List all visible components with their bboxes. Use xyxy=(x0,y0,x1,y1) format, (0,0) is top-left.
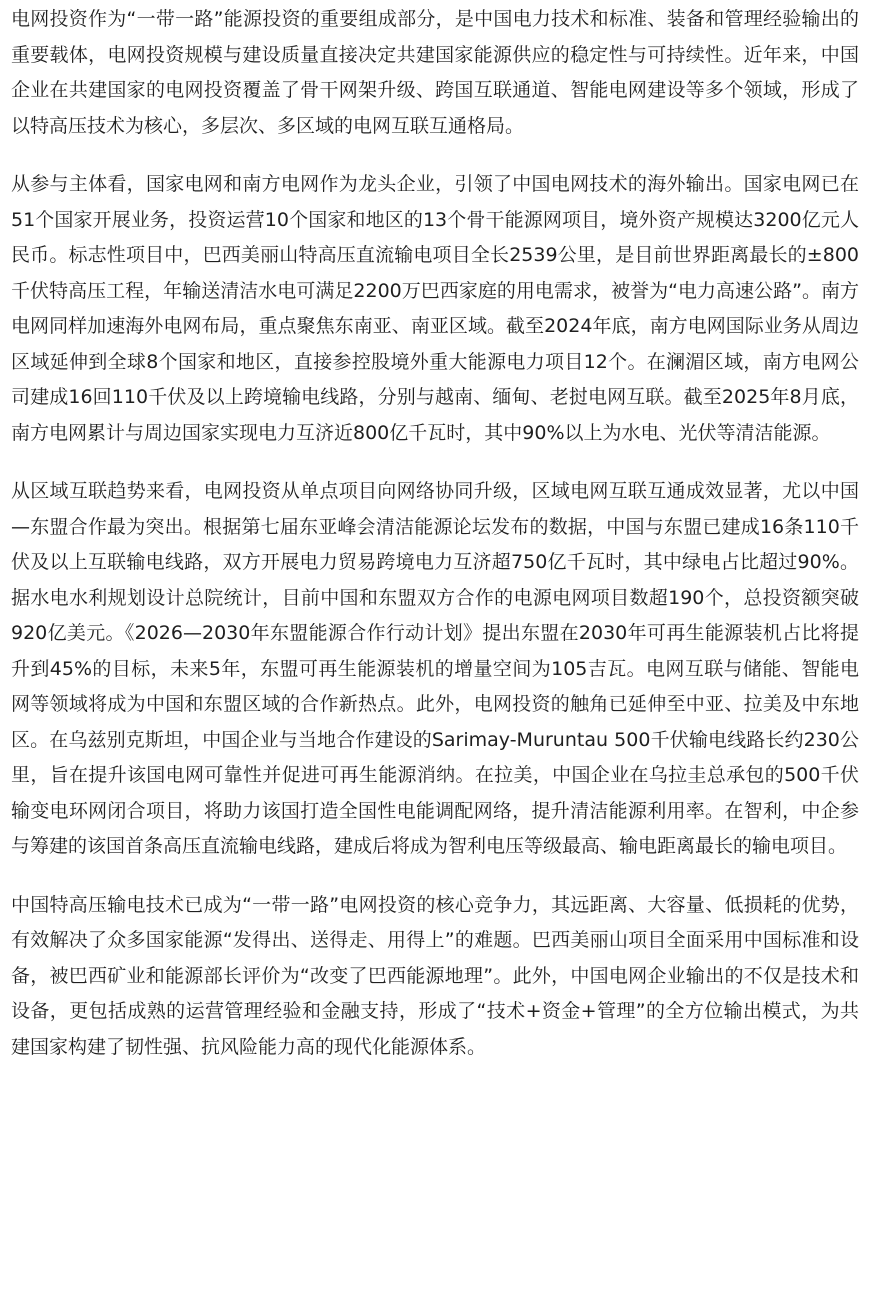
paragraph-intro: 电网投资作为“一带一路”能源投资的重要组成部分，是中国电力技术和标准、装备和管理经验输出的重要载体，电网投资规模与建设质量直接决定共建国家能源供应的稳定性与可持续性。近年来，中国企业在共建国家的电网投资覆盖了骨干网架升级、跨国互联通道、智能电网建设等多个领域，形成了以特高压技术为核心，多层次、多区域的电网互联互通格局。 xyxy=(11,8,859,137)
paragraph-participants: 从参与主体看，国家电网和南方电网作为龙头企业，引领了中国电网技术的海外输出。国家电网已在51个国家开展业务，投资运营10个国家和地区的13个骨干能源网项目，境外资产规模达3200亿元人民币。标志性项目中，巴西美丽山特高压直流输电项目全长2539公里，是目前世界距离最长的±800千伏特高压工程，年输送清洁水电可满足2200万巴西家庭的用电需求，被誉为“电力高速公路”。南方电网同样加速海外电网布局，重点聚焦东南亚、南亚区域。截至2024年底，南方电网国际业务从周边区域延伸到全球8个国家和地区，直接参控股境外重大能源电力项目12个。在澜湄区域，南方电网公司建成16回110千伏及以上跨境输电线路，分别与越南、缅甸、老挝电网互联。截至2025年8月底，南方电网累计与周边国家实现电力互济近800亿千瓦时，其中90%以上为水电、光伏等清洁能源。 xyxy=(11,173,859,444)
paragraph-uhv-technology: 中国特高压输电技术已成为“一带一路”电网投资的核心竞争力，其远距离、大容量、低损耗的优势，有效解决了众多国家能源“发得出、送得走、用得上”的难题。巴西美丽山项目全面采用中国标准和设备，被巴西矿业和能源部长评价为“改变了巴西能源地理”。此外，中国电网企业输出的不仅是技术和设备，更包括成熟的运营管理经验和金融支持，形成了“技术+资金+管理”的全方位输出模式，为共建国家构建了韧性强、抗风险能力高的现代化能源体系。 xyxy=(11,893,859,1058)
paragraph-regional-interconnection: 从区域互联趋势来看，电网投资从单点项目向网络协同升级，区域电网互联互通成效显著，尤以中国—东盟合作最为突出。根据第七届东亚峰会清洁能源论坛发布的数据，中国与东盟已建成16条110千伏及以上互联输电线路，双方开展电力贸易跨境电力互济超750亿千瓦时，其中绿电占比超过90%。据水电水利规划设计总院统计，目前中国和东盟双方合作的电源电网项目数超190个，总投资额突破920亿美元。《2026—2030年东盟能源合作行动计划》提出东盟在2030年可再生能源装机占比将提升到45%的目标，未来5年，东盟可再生能源装机的增量空间为105吉瓦。电网互联与储能、智能电网等领域将成为中国和东盟区域的合作新热点。此外，电网投资的触角已延伸至中亚、拉美及中东地区。在乌兹别克斯坦，中国企业与当地合作建设的Sarimay-Muruntau 500千伏输电线路长约230公里，旨在提升该国电网可靠性并促进可再生能源消纳。在拉美，中国企业在乌拉圭总承包的500千伏输变电环网闭合项目，将助力该国打造全国性电能调配网络，提升清洁能源利用率。在智利，中企参与筹建的该国首条高压直流输电线路，建成后将成为智利电压等级最高、输电距离最长的输电项目。 xyxy=(11,480,859,857)
